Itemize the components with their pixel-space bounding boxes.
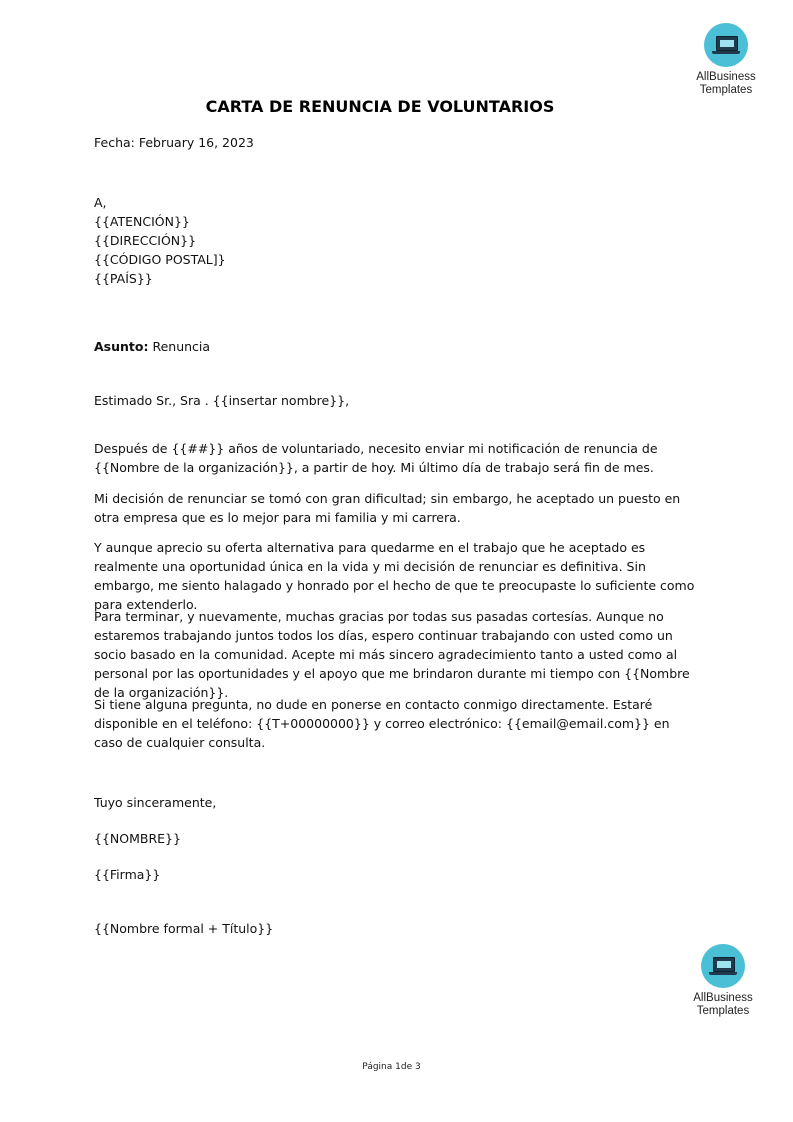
- document-title: CARTA DE RENUNCIA DE VOLUNTARIOS: [205, 97, 555, 116]
- recipient-address: {{DIRECCIÓN}}: [94, 233, 197, 248]
- paragraph-2: Mi decisión de renunciar se tomó con gran dificultad; sin embargo, he aceptado un puesto en otra empresa que es lo mejor para mi familia y mi carrera.: [94, 491, 681, 525]
- subject-value: Renuncia: [152, 339, 211, 354]
- recipient-greeting: A,: [94, 195, 107, 210]
- paragraph-1: Después de {{##}} años de voluntariado, necesito enviar mi notificación de renuncia de {{Nombre de la organización}}, a partir de hoy. Mi último día de trabajo será fin de mes.: [94, 441, 658, 475]
- subject-line: [94, 337, 210, 356]
- salutation: Estimado Sr., Sra . {{insertar nombre}},: [94, 393, 350, 408]
- logo-brand-line2: Templates: [699, 84, 753, 96]
- paragraph-4: Para terminar, y nuevamente, muchas gracias por todas sus pasadas cortesías. Aunque no estaremos trabajando juntos todos los días, espero continuar trabajando con usted como un socio basado en la comunidad. Acepte mi más sincero agradecimiento tanto a usted como al personal por las oportunidades y el apoyo que me brindaron durante mi tiempo con {{Nombre de la organización}}.: [94, 609, 690, 700]
- formal-name-title: {{Nombre formal + Título}}: [94, 921, 274, 936]
- recipient-block: [94, 193, 226, 288]
- recipient-attention: {{ATENCIÓN}}: [94, 214, 190, 229]
- recipient-postal-code: {{CÓDIGO POSTAL]}: [94, 252, 226, 267]
- signature: {{Firma}}: [94, 867, 161, 882]
- page-number: Página 1de 3: [362, 1062, 421, 1072]
- paragraph-5: Si tiene alguna pregunta, no dude en ponerse en contacto conmigo directamente. Estaré disponible en el teléfono: {{T+00000000}} y correo electrónico: {{email@email.com}} en caso de cualquier consulta.: [94, 697, 670, 750]
- subject-label: Asunto:: [94, 339, 149, 354]
- signer-name: {{NOMBRE}}: [94, 831, 181, 846]
- logo-brand-line1: AllBusiness: [696, 71, 756, 83]
- laptop-icon: [701, 944, 745, 988]
- paragraph-3: Y aunque aprecio su oferta alternativa para quedarme en el trabajo que he aceptado es realmente una oportunidad única en la vida y mi decisión de renunciar es definitiva. Sin embargo, me siento halagado y honrado por el hecho de que te preocupaste lo suficiente como para extenderlo.: [94, 540, 695, 612]
- logo-brand-line2: Templates: [696, 1005, 750, 1017]
- date-line: Fecha: February 16, 2023: [94, 135, 254, 150]
- logo-brand-line1: AllBusiness: [693, 992, 753, 1004]
- recipient-country: {{PAÍS}}: [94, 271, 153, 286]
- closing: Tuyo sinceramente,: [94, 795, 217, 810]
- logo-top: [686, 23, 766, 97]
- laptop-icon: [704, 23, 748, 67]
- logo-bottom: [683, 944, 763, 1018]
